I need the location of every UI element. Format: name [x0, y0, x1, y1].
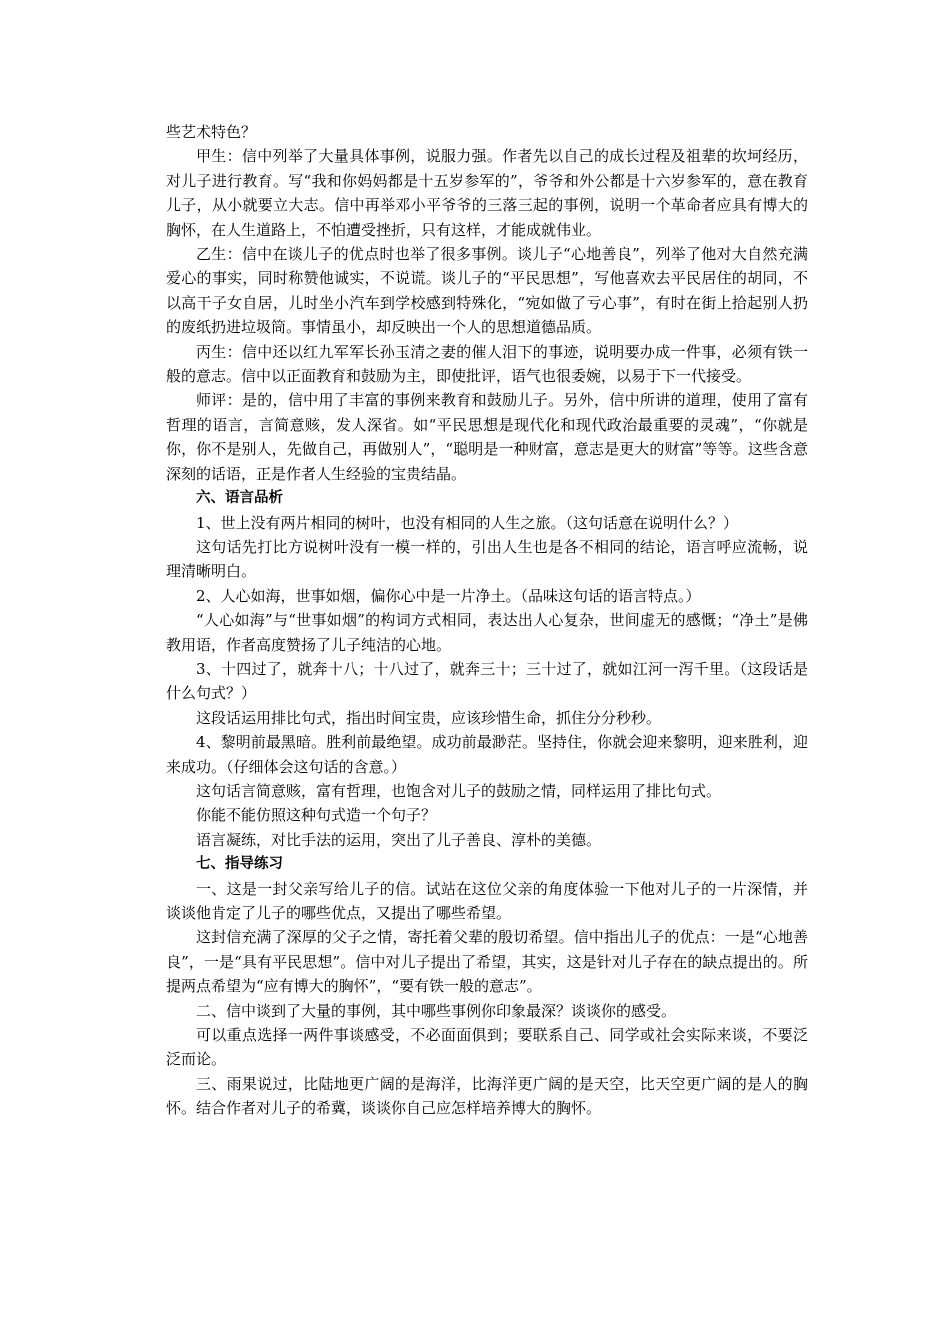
paragraph-student-c: 丙生：信中还以红九军军长孙玉清之妻的催人泪下的事迹，说明要办成一件事，必须有铁一般的意志。信中以正面教育和鼓励为主，即使批评，语气也很委婉，以易于下一代接受。 — [166, 342, 808, 386]
paragraph-exercise-1: 一、这是一封父亲写给儿子的信。试站在这位父亲的角度体验一下他对儿子的一片深情，并谈谈他肯定了儿子的哪些优点，又提出了哪些希望。 — [166, 879, 808, 922]
section-heading-practice: 七、指导练习 — [196, 856, 283, 873]
paragraph-question-1: 1、世上没有两片相同的树叶，也没有相同的人生之旅。（这句话意在说明什么？） — [196, 513, 739, 532]
paragraph-answer-4: 这句话言简意赅，富有哲理，也饱含对儿子的鼓励之情，同样运用了排比句式。 — [196, 781, 722, 800]
section-heading-language-analysis: 六、语言品析 — [196, 490, 283, 507]
paragraph-teacher-comment: 师评：是的，信中用了丰富的事例来教育和鼓励儿子。另外，信中所讲的道理，使用了富有哲理的语言，言简意赅，发人深省。如“平民思想是现代化和现代政治最重要的灵魂”，“你就是你，你不是别人，先做自己，再做别人”，“聪明是一种财富，意志是更大的财富”等等。这些含意深刻的话语，正是作者人生经验的宝贵结晶。 — [166, 391, 808, 483]
paragraph-student-b: 乙生：信中在谈儿子的优点时也举了很多事例。谈儿子“心地善良”，列举了他对大自然充满爱心的事实，同时称赞他诚实，不说谎。谈儿子的“平民思想”，写他喜欢去平民居住的胡同，不以高干子女自居，儿时坐小汽车到学校感到特殊化，“宛如做了亏心事”，有时在街上拾起别人扔的废纸扔进垃圾筒。事情虽小，却反映出一个人的思想道德品质。 — [166, 245, 808, 337]
paragraph-prompt-imitation: 你能不能仿照这种句式造一个句子？ — [196, 806, 437, 825]
paragraph-question-3: 3、十四过了，就奔十八；十八过了，就奔三十；三十过了，就如江河一泻千里。（这段话是什么句式？） — [166, 659, 808, 703]
paragraph-answer-2: “人心如海”与“世事如烟”的构词方式相同，表达出人心复杂，世间虚无的感慨；“净土”是佛教用语，作者高度赞扬了儿子纯洁的心地。 — [166, 611, 808, 654]
paragraph-answer-3: 这段话运用排比句式，指出时间宝贵，应该珍惜生命，抓住分分秒秒。 — [196, 708, 662, 727]
paragraph-question-4: 4、黎明前最黑暗。胜利前最绝望。成功前最渺茫。坚持住，你就会迎来黎明，迎来胜利，迎来成功。（仔细体会这句话的含意。） — [166, 733, 808, 776]
paragraph-question-2: 2、人心如海，世事如烟，偏你心中是一片净土。（品味这句话的语言特点。） — [196, 586, 701, 605]
paragraph-exercise-1-answer: 这封信充满了深厚的父子之情，寄托着父辈的殷切希望。信中指出儿子的优点：一是“心地善良”，一是“具有平民思想”。信中对儿子提出了希望，其实，这是针对儿子存在的缺点提出的。所提两点希望为“应有博大的胸怀”，“要有铁一般的意志”。 — [166, 928, 808, 996]
paragraph-continuation: 些艺术特色？ — [166, 123, 257, 141]
paragraph-summary: 语言凝练，对比手法的运用，突出了儿子善良、淳朴的美德。 — [196, 830, 602, 849]
paragraph-answer-1: 这句话先打比方说树叶没有一模一样的，引出人生也是各不相同的结论，语言呼应流畅，说理清晰明白。 — [166, 537, 808, 581]
paragraph-exercise-2-answer: 可以重点选择一两件事谈感受，不必面面俱到；要联系自己、同学或社会实际来谈，不要泛泛而论。 — [166, 1026, 808, 1069]
paragraph-exercise-2: 二、信中谈到了大量的事例，其中哪些事例你印象最深？谈谈你的感受。 — [196, 1001, 677, 1020]
paragraph-exercise-3: 三、雨果说过，比陆地更广阔的是海洋，比海洋更广阔的是天空，比天空更广阔的是人的胸怀。结合作者对儿子的希冀，谈谈你自己应怎样培养博大的胸怀。 — [166, 1074, 808, 1118]
paragraph-student-a: 甲生：信中列举了大量具体事例，说服力强。作者先以自己的成长过程及祖辈的坎坷经历，对儿子进行教育。写“我和你妈妈都是十五岁参军的”，爷爷和外公都是十六岁参军的，意在教育儿子，从小就要立大志。信中再举邓小平爷爷的三落三起的事例，说明一个革命者应具有博大的胸怀，在人生道路上，不怕遭受挫折，只有这样，才能成就伟业。 — [166, 147, 808, 239]
document-page — [166, 120, 808, 1121]
